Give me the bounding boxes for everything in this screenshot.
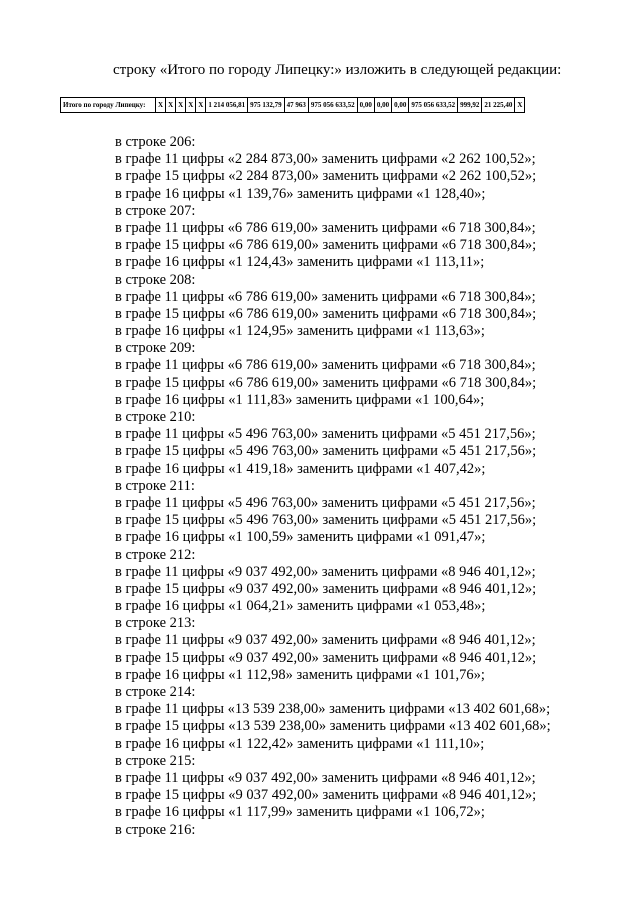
change-line: в графе 16 цифры «1 124,43» заменить цифрами «1 113,11»; [115,254,485,271]
change-line: в строке 216: [115,821,196,838]
change-line: в графе 16 цифры «1 117,99» заменить цифрами «1 106,72»; [115,804,485,821]
table-cell: X [166,98,176,113]
change-line: в графе 15 цифры «5 496 763,00» заменить цифрами «5 451 217,56»; [115,443,537,460]
change-line: в строке 207: [115,202,196,219]
change-line: в графе 11 цифры «5 496 763,00» заменить цифрами «5 451 217,56»; [115,426,536,443]
change-line: в строке 208: [115,271,196,288]
change-line: в графе 16 цифры «1 139,76» заменить цифрами «1 128,40»; [115,185,486,202]
change-line: в строке 212: [115,546,196,563]
change-line: в графе 16 цифры «1 419,18» заменить цифрами «1 407,42»; [115,460,486,477]
table-cell: 975 056 633,52 [308,98,357,113]
table-cell: 0,00 [392,98,409,113]
table-cell: 1 214 056,81 [206,98,248,113]
change-line: в графе 16 цифры «1 064,21» заменить цифрами «1 053,48»; [115,598,486,615]
table-cell: X [186,98,196,113]
change-line: в графе 15 цифры «6 786 619,00» заменить цифрами «6 718 300,84»; [115,237,537,254]
table-row [61,98,525,113]
change-line: в строке 206: [115,134,196,150]
change-line: в строке 211: [115,477,195,494]
change-line: в строке 214: [115,684,196,700]
change-line: в графе 15 цифры «2 284 873,00» заменить цифрами «2 262 100,52»; [115,168,537,185]
change-line: в графе 11 цифры «6 786 619,00» заменить цифрами «6 718 300,84»; [115,219,536,236]
city-total-table [60,97,525,113]
change-line: в строке 215: [115,752,196,769]
change-line: в графе 16 цифры «1 122,42» заменить цифрами «1 111,10»; [115,735,485,752]
changes-list [115,134,551,839]
table-cell: 975 132,79 [248,98,285,113]
table-cell: X [176,98,186,113]
change-line: в графе 16 цифры «1 124,95» заменить цифрами «1 113,63»; [115,323,485,340]
change-line: в графе 16 цифры «1 111,83» заменить цифрами «1 100,64»; [115,391,485,408]
change-line: в графе 11 цифры «9 037 492,00» заменить цифрами «8 946 401,12»; [115,563,536,580]
table-cell: 0,00 [374,98,391,113]
change-line: в графе 11 цифры «6 786 619,00» заменить цифрами «6 718 300,84»; [115,357,536,374]
change-line: в строке 213: [115,615,196,632]
intro-paragraph: строку «Итого по городу Липецку:» изложить в следующей редакции: [113,62,562,78]
change-line: в графе 11 цифры «5 496 763,00» заменить цифрами «5 451 217,56»; [115,494,536,511]
table-cell: X [156,98,166,113]
table-cell: 21 225,40 [482,98,515,113]
change-line: в строке 209: [115,340,196,357]
change-line: в графе 16 цифры «1 112,98» заменить цифрами «1 101,76»; [115,666,485,683]
change-line: в графе 15 цифры «5 496 763,00» заменить цифрами «5 451 217,56»; [115,512,537,529]
change-line: в графе 16 цифры «1 100,59» заменить цифрами «1 091,47»; [115,529,486,546]
table-cell: 975 056 633,52 [409,98,458,113]
change-line: в графе 15 цифры «6 786 619,00» заменить цифрами «6 718 300,84»; [115,305,537,322]
change-line: в графе 15 цифры «13 539 238,00» заменить цифрами «13 402 601,68»; [115,718,551,735]
table-cell: 0,00 [357,98,374,113]
change-line: в графе 11 цифры «6 786 619,00» заменить цифрами «6 718 300,84»; [115,288,536,305]
change-line: в графе 11 цифры «2 284 873,00» заменить цифрами «2 262 100,52»; [115,151,536,168]
change-line: в графе 11 цифры «9 037 492,00» заменить цифрами «8 946 401,12»; [115,769,536,786]
table-cell: X [515,98,525,113]
table-cell: 999,92 [458,98,482,113]
change-line: в графе 11 цифры «9 037 492,00» заменить цифрами «8 946 401,12»; [115,632,536,649]
change-line: в графе 15 цифры «9 037 492,00» заменить цифрами «8 946 401,12»; [115,787,537,804]
change-line: в графе 11 цифры «13 539 238,00» заменить цифрами «13 402 601,68»; [115,701,551,718]
change-line: в графе 15 цифры «6 786 619,00» заменить цифрами «6 718 300,84»; [115,374,537,391]
change-line: в строке 210: [115,409,196,425]
table-cell: X [196,98,206,113]
change-line: в графе 15 цифры «9 037 492,00» заменить цифрами «8 946 401,12»; [115,649,537,666]
total-label-cell: Итого по городу Липецку: [61,98,156,113]
table-cell: 47 963 [284,98,308,113]
change-line: в графе 15 цифры «9 037 492,00» заменить цифрами «8 946 401,12»; [115,580,537,597]
